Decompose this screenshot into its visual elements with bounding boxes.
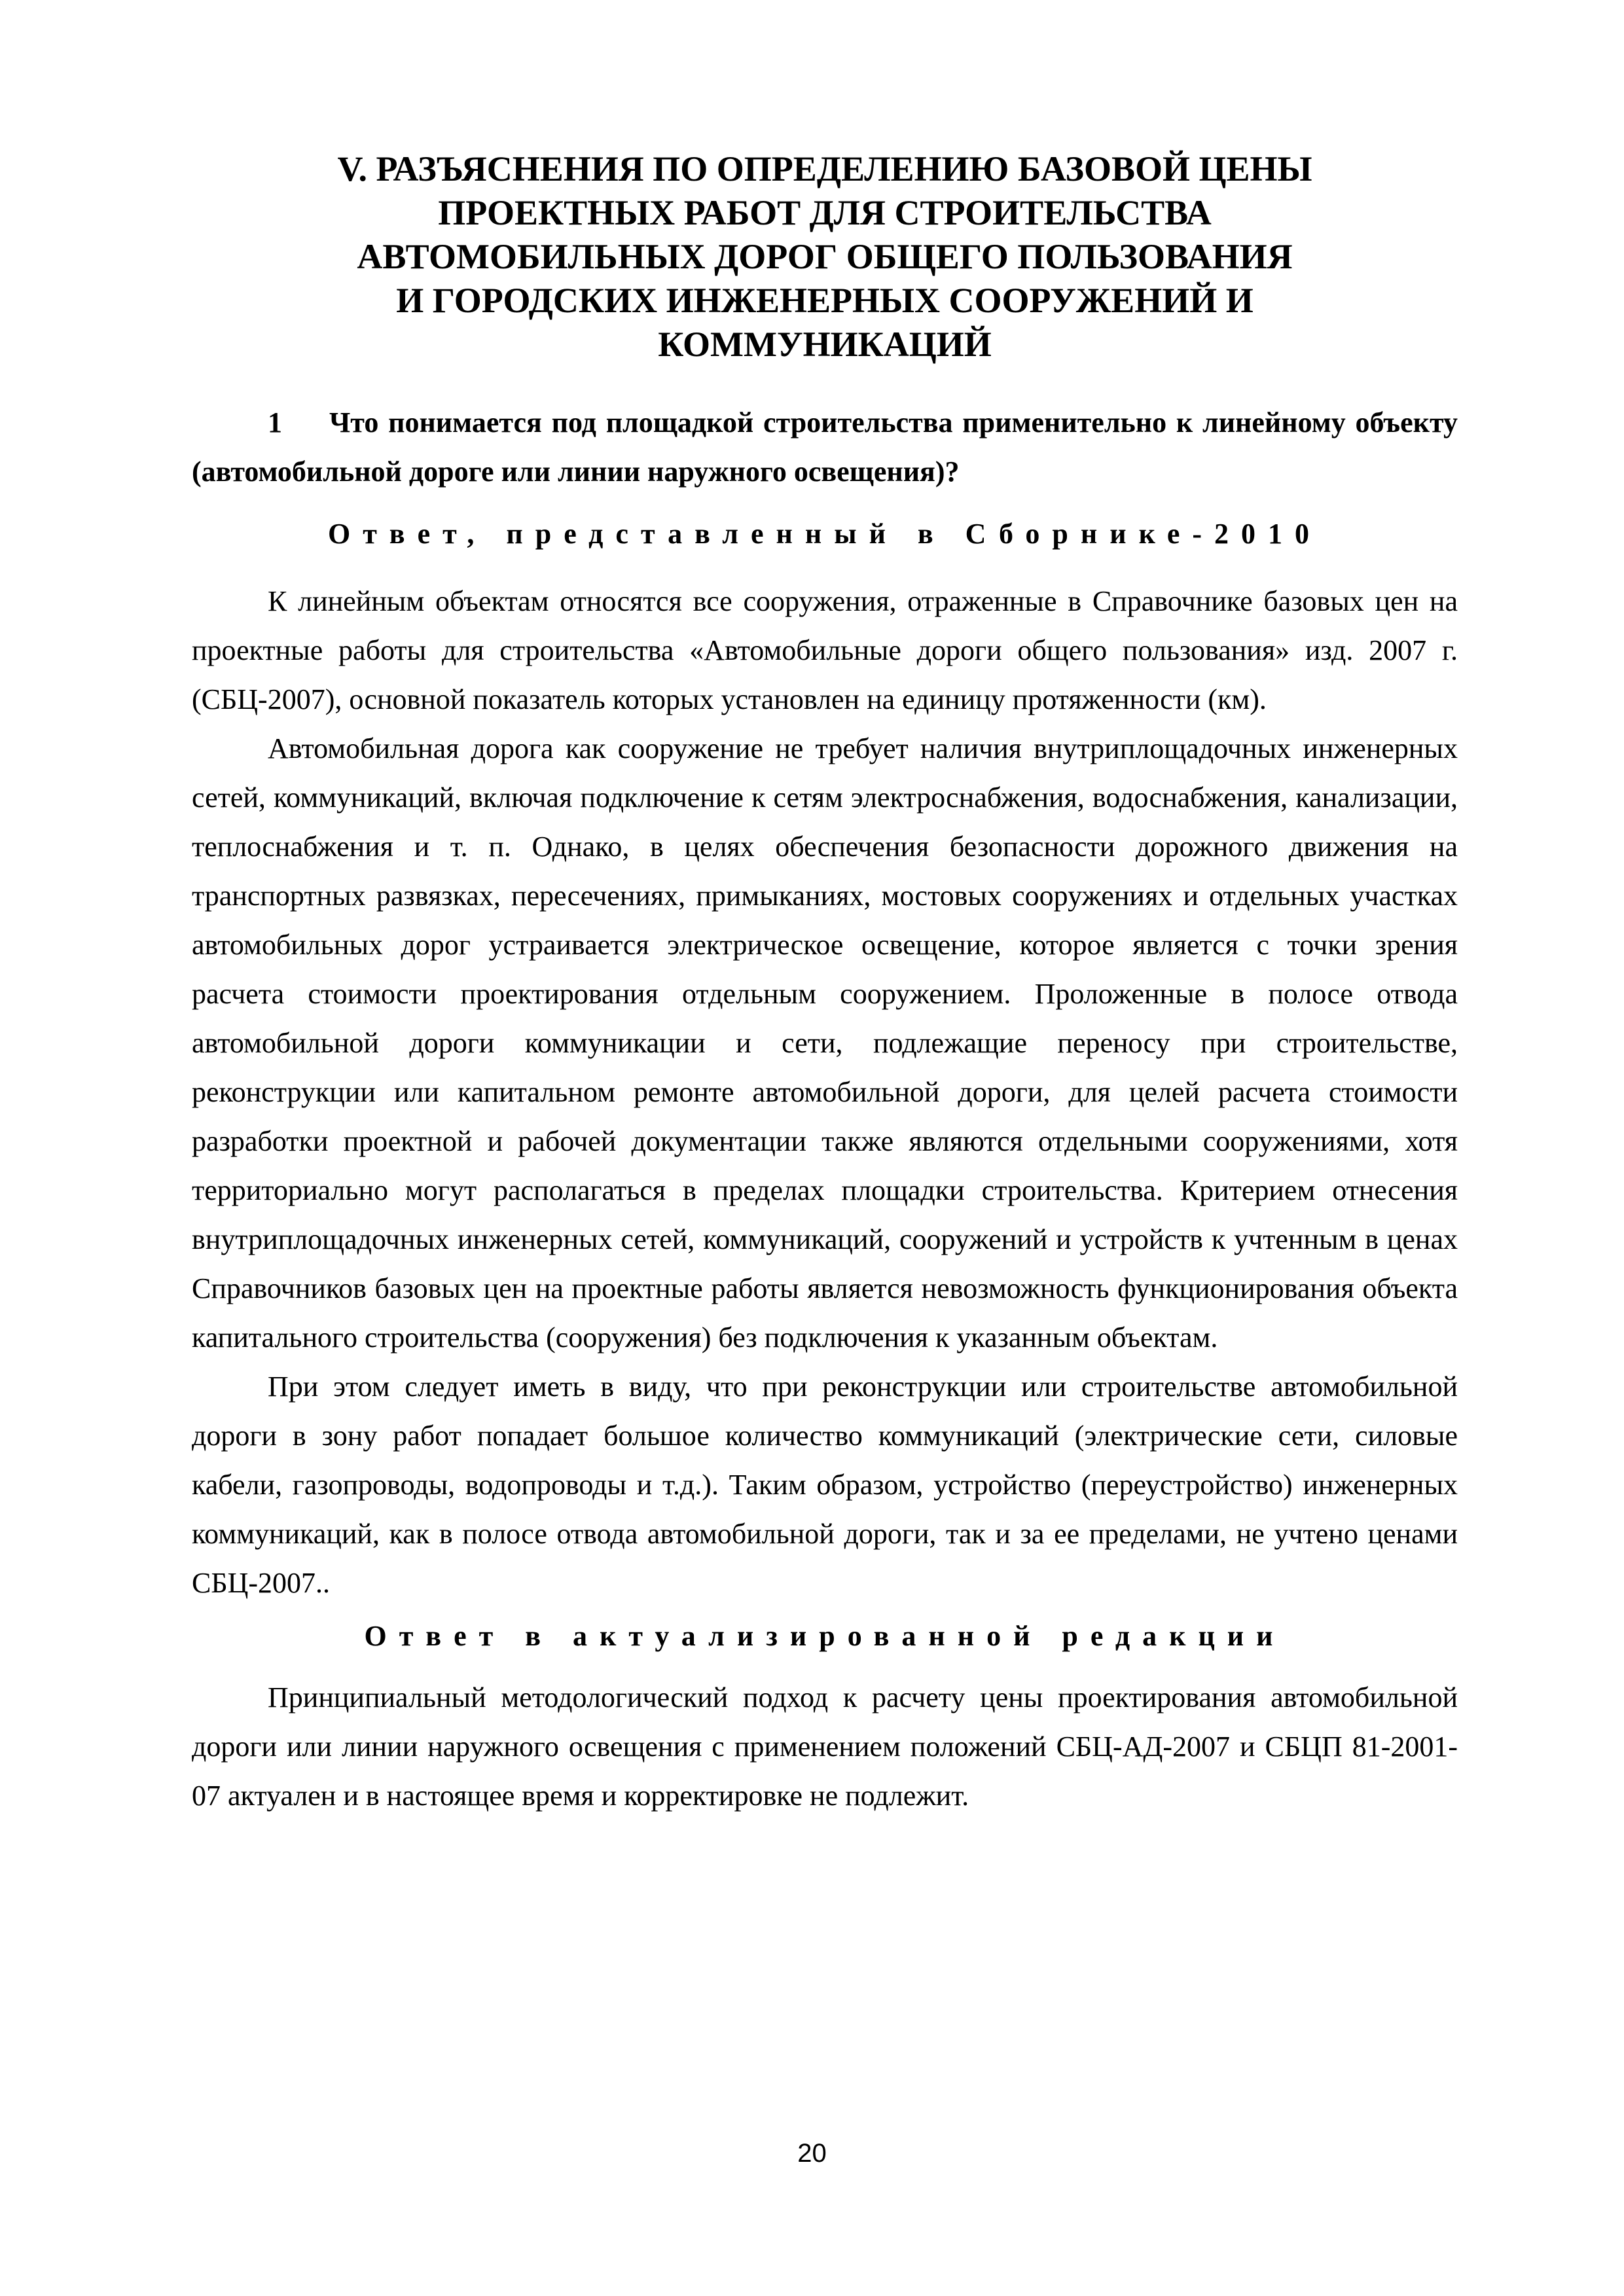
section-title-line: V. РАЗЪЯСНЕНИЯ ПО ОПРЕДЕЛЕНИЮ БАЗОВОЙ ЦЕНЫ	[337, 149, 1312, 188]
answer-2010-paragraph: При этом следует иметь в виду, что при реконструкции или строительстве автомобильной дороги в зону работ попадает большое количество коммуникаций (электрические сети, силовые кабели, газопроводы, водопроводы и т.д.). Таким образом, устройство (переустройство) инженерных коммуникаций, как в полосе отвода автомобильной дороги, так и за ее пределами, не учтено ценами СБЦ-2007..	[192, 1371, 1458, 1599]
answer-updated-heading: Ответ в актуализированной редакции	[364, 1620, 1286, 1652]
section-title-line: КОММУНИКАЦИЙ	[658, 325, 992, 364]
section-title-line: И ГОРОДСКИХ ИНЖЕНЕРНЫХ СООРУЖЕНИЙ И	[396, 281, 1254, 320]
page-content	[192, 147, 1458, 1820]
section-title-line: ПРОЕКТНЫХ РАБОТ ДЛЯ СТРОИТЕЛЬСТВА	[438, 193, 1212, 232]
section-title-line: АВТОМОБИЛЬНЫХ ДОРОГ ОБЩЕГО ПОЛЬЗОВАНИЯ	[357, 237, 1293, 276]
section-title	[192, 147, 1458, 367]
answer-2010-paragraph: Автомобильная дорога как сооружение не требует наличия внутриплощадочных инженерных сетей, коммуникаций, включая подключение к сетям электроснабжения, водоснабжения, канализации, теплоснабжения и т. п. Однако, в целях обеспечения безопасности дорожного движения на транспортных развязках, пересечениях, примыканиях, мостовых сооружениях и отдельных участках автомобильных дорог устраивается электрическое освещение, которое является с точки зрения расчета стоимости проектирования отдельным сооружением. Проложенные в полосе отвода автомобильной дороги коммуникации и сети, подлежащие переносу при строительстве, реконструкции или капитальном ремонте автомобильной дороги, для целей расчета стоимости разработки проектной и рабочей документации также являются отдельными сооружениями, хотя территориально могут располагаться в пределах площадки строительства. Критерием отнесения внутриплощадочных инженерных сетей, коммуникаций, сооружений и устройств к учтенным в ценах Справочников базовых цен на проектные работы является невозможность функционирования объекта капитального строительства (сооружения) без подключения к указанным объектам.	[192, 732, 1458, 1354]
answer-updated-paragraph: Принципиальный методологический подход к расчету цены проектирования автомобильной дороги или линии наружного освещения с применением положений СБЦ-АД-2007 и СБЦП 81-2001-07 актуален и в настоящее время и корректировке не подлежит.	[192, 1681, 1458, 1812]
answer-2010-heading: Ответ, представленный в Сборнике-2010	[327, 518, 1322, 550]
question-text: Что понимается под площадкой строительства применительно к линейному объекту (автомобильной дороге или линии наружного освещения)?	[192, 406, 1458, 488]
question-block	[192, 398, 1458, 496]
question-number: 1	[268, 406, 282, 439]
page-number: 20	[797, 2139, 827, 2168]
answer-2010-paragraph: К линейным объектам относятся все сооружения, отраженные в Справочнике базовых цен на проектные работы для строительства «Автомобильные дороги общего пользования» изд. 2007 г. (СБЦ-2007), основной показатель которых установлен на единицу протяженности (км).	[192, 585, 1458, 715]
